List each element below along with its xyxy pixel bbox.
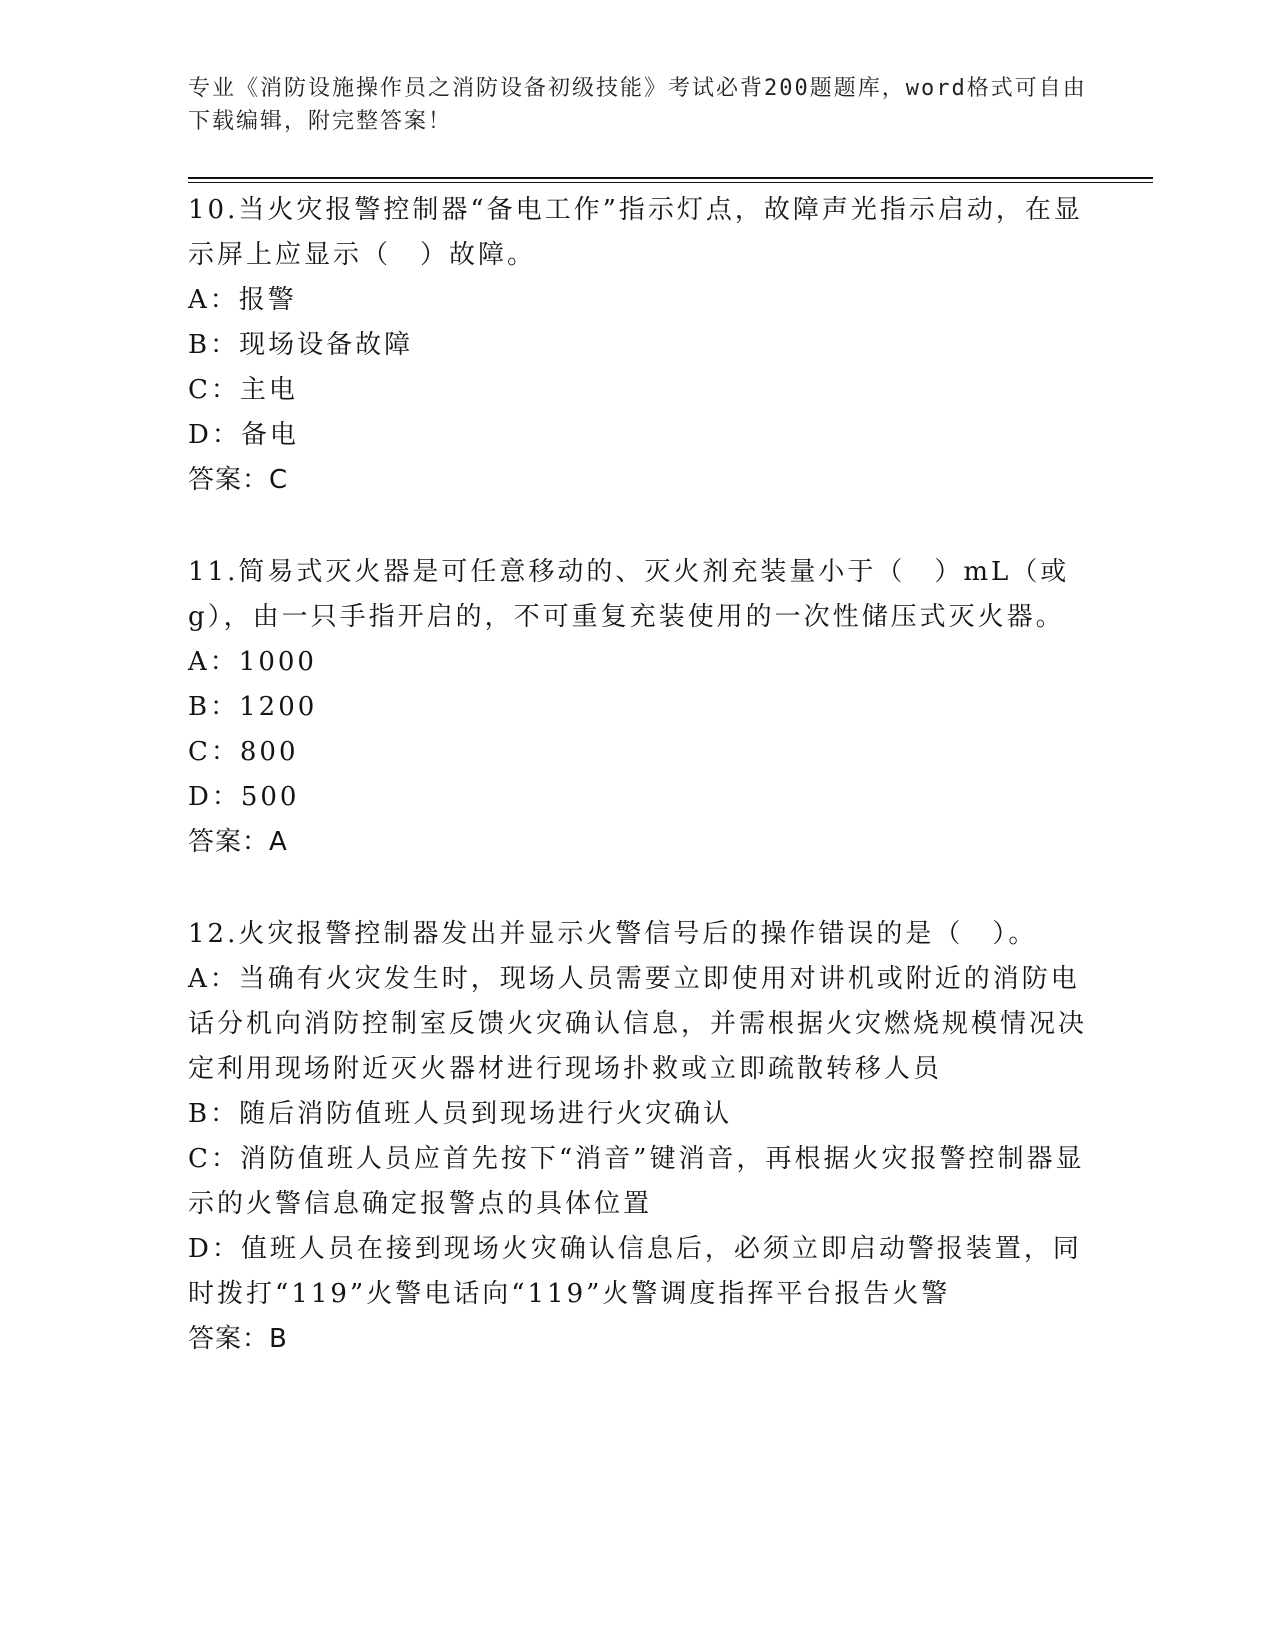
option-b: B：随后消防值班人员到现场进行火灾确认 [188,1099,733,1129]
option-d: D：备电 [188,420,299,450]
question-stem: 11.简易式灭火器是可任意移动的、灭火剂充装量小于（ ）mL（或g），由一只手指开启的，不可重复充装使用的一次性储压式灭火器。 [188,557,1070,632]
option-c: C：800 [188,737,299,767]
option-d: D：500 [188,782,300,812]
header-text: 专业《消防设施操作员之消防设备初级技能》考试必背200题题库，word格式可自由下载编辑，附完整答案！ [188,76,1087,134]
question-11 [188,550,1088,865]
option-c: C：消防值班人员应首先按下“消音”键消音，再根据火灾报警控制器显示的火警信息确定报警点的具体位置 [188,1144,1085,1219]
option-a: A：1000 [188,647,317,677]
answer-label: 答案：B [188,1324,288,1354]
option-b: B：现场设备故障 [188,330,414,360]
header-divider-thick [188,177,1153,179]
question-stem: 12.火灾报警控制器发出并显示火警信号后的操作错误的是（ ）。 [188,919,1038,949]
option-b: B：1200 [188,692,318,722]
option-d: D：值班人员在接到现场火灾确认信息后，必须立即启动警报装置，同时拨打“119”火警电话向“119”火警调度指挥平台报告火警 [188,1234,1082,1309]
option-c: C：主电 [188,375,298,405]
document-header [188,72,1088,138]
question-stem: 10.当火灾报警控制器“备电工作”指示灯点，故障声光指示启动，在显示屏上应显示（ ）故障。 [188,195,1083,270]
question-spacer [188,503,1088,550]
question-list [188,188,1088,1362]
question-spacer [188,865,1088,912]
header-divider-thin [188,182,1153,183]
answer-label: 答案：C [188,465,289,495]
question-12 [188,912,1088,1362]
question-10 [188,188,1088,503]
option-a: A：当确有火灾发生时，现场人员需要立即使用对讲机或附近的消防电话分机向消防控制室反馈火灾确认信息，并需根据火灾燃烧规模情况决定利用现场附近灭火器材进行现场扑救或立即疏散转移人员 [188,964,1088,1084]
answer-label: 答案：A [188,827,288,857]
option-a: A：报警 [188,285,297,315]
